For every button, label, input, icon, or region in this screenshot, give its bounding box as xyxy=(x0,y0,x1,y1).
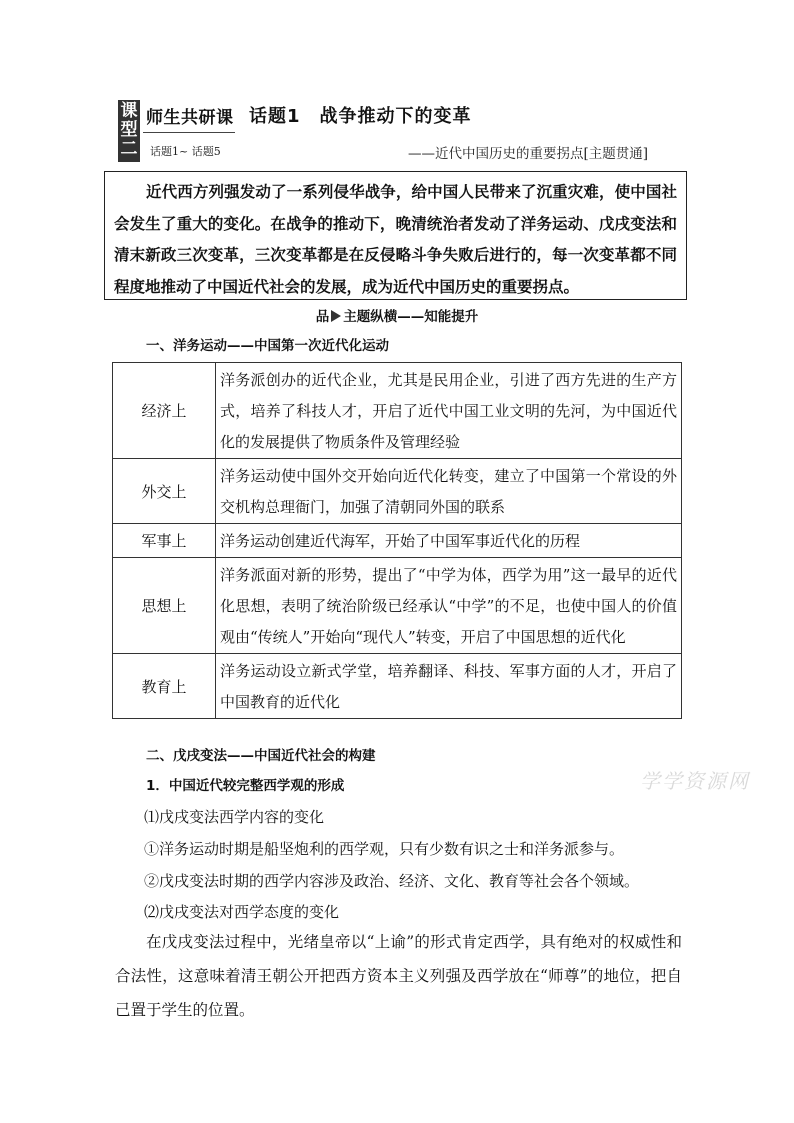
page-title: 话题1 战争推动下的变革 xyxy=(249,106,472,127)
topic-table xyxy=(112,362,682,719)
row-content: 洋务运动创建近代海军，开始了中国军事近代化的历程 xyxy=(216,524,682,558)
row-label: 经济上 xyxy=(113,363,216,459)
part2-paragraph: 在戊戌变法过程中，光绪皇帝以“上谕”的形式肯定西学，具有绝对的权威性和合法性，这意味着清王朝公开把西方资本主义列强及西学放在“师尊”的地位，把自己置于学生的位置。 xyxy=(115,933,682,1019)
section-heading xyxy=(0,305,794,325)
course-type-char: 课 xyxy=(120,101,138,121)
part2-sub-item: ⑴戊戌变法西学内容的变化 xyxy=(144,808,325,826)
section-heading-prefix: 品 xyxy=(315,309,330,325)
table-row xyxy=(113,459,682,524)
course-type-char: 二 xyxy=(120,139,138,159)
course-name: 师生共研课 xyxy=(146,108,234,128)
part2-sub-item: ⑵戊戌变法对西学态度的变化 xyxy=(144,903,340,921)
intro-text: 近代西方列强发动了一系列侵华战争，给中国人民带来了沉重灾难，使中国社会发生了重大的变化。在战争的推动下，晚清统治者发动了洋务运动、戊戌变法和清末新政三次变革，三次变革都是在反侵略斗争失败后进行的，每一次变革都不同程度地推动了中国近代社会的发展，成为近代中国历史的重要拐点。 xyxy=(114,182,677,296)
table-row xyxy=(113,654,682,719)
row-content: 洋务运动使中国外交开始向近代化转变，建立了中国第一个常设的外交机构总理衙门，加强了清朝同外国的联系 xyxy=(216,459,682,524)
row-label: 外交上 xyxy=(113,459,216,524)
course-type-char: 型 xyxy=(120,120,138,140)
row-content: 洋务派面对新的形势，提出了“中学为体，西学为用”这一最早的近代化思想，表明了统治阶级已经承认“中学”的不足，也使中国人的价值观由“传统人”开始向“现代人”转变，开启了中国思想的近代化 xyxy=(216,558,682,654)
part2-heading: 二、戊戌变法——中国近代社会的构建 xyxy=(146,748,376,764)
play-arrow-icon xyxy=(331,310,341,322)
row-content: 洋务运动设立新式学堂，培养翻译、科技、军事方面的人才，开启了中国教育的近代化 xyxy=(216,654,682,719)
table-row xyxy=(113,524,682,558)
row-label: 教育上 xyxy=(113,654,216,719)
row-content: 洋务派创办的近代企业，尤其是民用企业，引进了西方先进的生产方式，培养了科技人才，开启了近代中国工业文明的先河，为中国近代化的发展提供了物质条件及管理经验 xyxy=(216,363,682,459)
page-subtitle: ——近代中国历史的重要拐点[主题贯通] xyxy=(408,146,649,162)
row-label: 军事上 xyxy=(113,524,216,558)
topic-range: 话题1~ 话题5 xyxy=(150,145,221,158)
intro-box xyxy=(104,171,687,300)
watermark: 学学资源网 xyxy=(640,769,750,793)
table-row xyxy=(113,558,682,654)
part1-heading: 一、洋务运动——中国第一次近代化运动 xyxy=(146,338,389,354)
part2-subheading: 1．中国近代较完整西学观的形成 xyxy=(146,778,345,794)
part2-list-item: ②戊戌变法时期的西学内容涉及政治、经济、文化、教育等社会各个领域。 xyxy=(144,872,640,890)
section-heading-text: 主题纵横——知能提升 xyxy=(343,309,479,325)
course-type-badge xyxy=(118,100,140,162)
row-label: 思想上 xyxy=(113,558,216,654)
table-row xyxy=(113,363,682,459)
course-divider xyxy=(143,132,235,133)
part2-list-item: ①洋务运动时期是船坚炮利的西学观，只有少数有识之士和洋务派参与。 xyxy=(144,840,625,858)
